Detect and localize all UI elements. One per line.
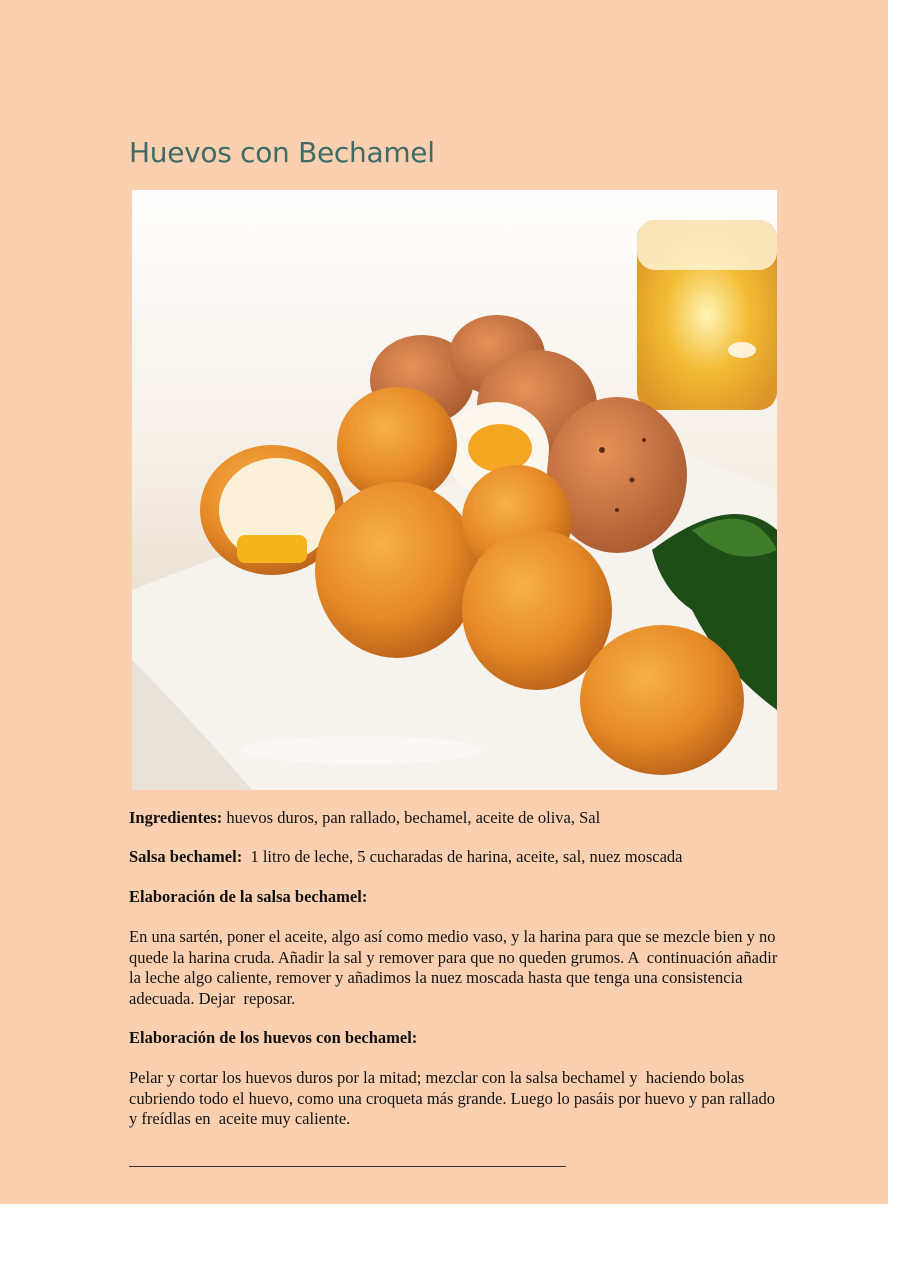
separator-line [129, 1166, 566, 1167]
ingredients-label: Ingredientes: [129, 808, 223, 827]
eggs-heading: Elaboración de los huevos con bechamel: [129, 1028, 418, 1047]
sauce-heading: Elaboración de la salsa bechamel: [129, 887, 368, 906]
eggs-steps: Pelar y cortar los huevos duros por la mitad; mezclar con la salsa bechamel y haciendo bolas cubriendo todo el huevo, como una croqueta más grande. Luego lo pasáis por huevo y pan rallado y freídlas en aceite muy caliente. [129, 1068, 780, 1128]
recipe-photo [132, 190, 777, 790]
sauce-steps: En una sartén, poner el aceite, algo así como medio vaso, y la harina para que se mezcle bien y no quede la harina cruda. Añadir la sal y remover para que no queden grumos. A continuación añadir la leche algo caliente, remover y añadimos la nuez moscada hasta que tenga una consistencia adecuada. Dejar reposar. [129, 927, 782, 1008]
bechamel-label: Salsa bechamel: [129, 847, 243, 866]
recipe-title: Huevos con Bechamel [129, 136, 435, 169]
ingredients-text: huevos duros, pan rallado, bechamel, aceite de oliva, Sal [222, 808, 601, 827]
ingredients-line [129, 808, 779, 829]
bechamel-text: 1 litro de leche, 5 cucharadas de harina, aceite, sal, nuez moscada [242, 847, 683, 866]
bechamel-line [129, 847, 779, 868]
